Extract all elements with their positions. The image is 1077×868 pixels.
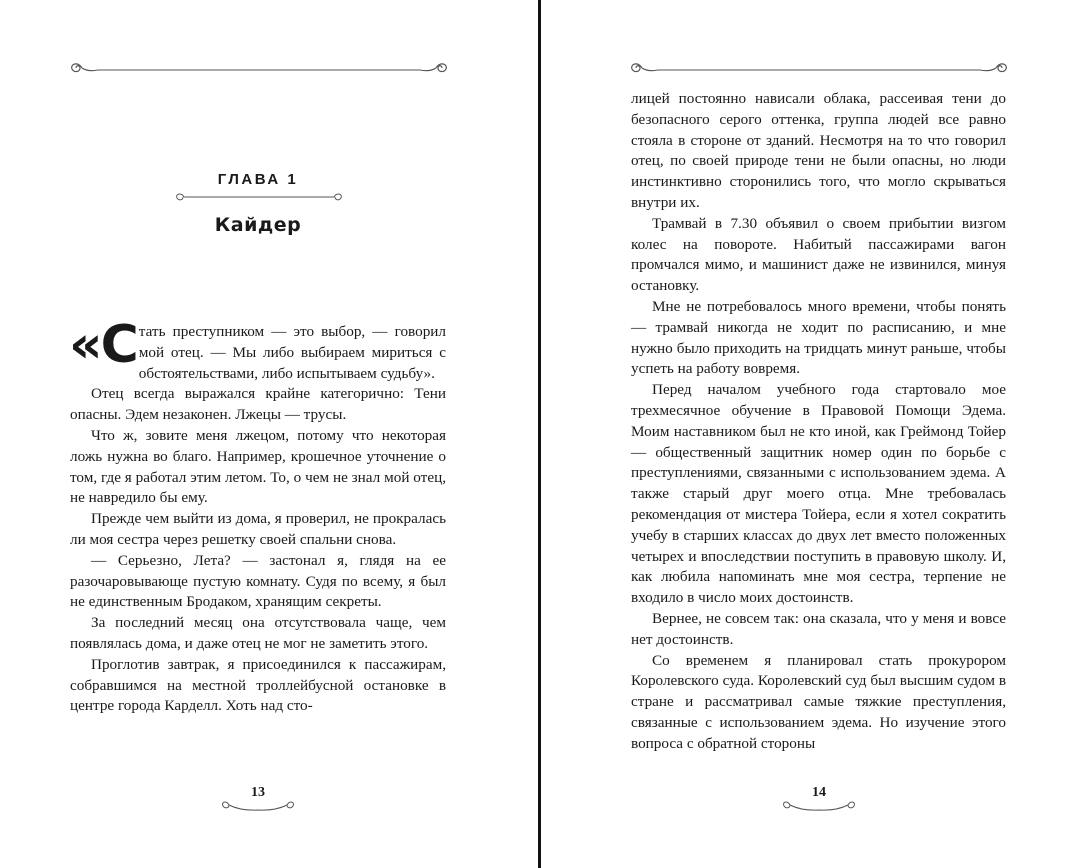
paragraph: За последний месяц она отсутствовала чаще, чем появлялась дома, и даже отец не мог не заметить этого. xyxy=(70,614,446,652)
chapter-title: Кайдер xyxy=(214,214,302,236)
paragraph: Прежде чем выйти из дома, я проверил, не прокралась ли моя сестра через решетку своей спальни снова. xyxy=(70,510,446,548)
page-number: 14 xyxy=(812,785,826,800)
paragraph: Отец всегда выражался крайне категорично: Тени опасны. Эдем незаконен. Лжецы — трусы. xyxy=(70,385,446,424)
page-number-flourish xyxy=(782,800,856,814)
paragraph: лицей постоянно нависали облака, рассеивая тени до безопасного серого оттенка, группа людей все равно стояла в стороне от зданий. Несмотря на то что говорил отец, по своей природе тени не были опасны, но люди инстинктивно сторонились того, что могло скрываться внутри их. xyxy=(631,90,1006,211)
flourish-ornament-icon xyxy=(68,58,450,78)
paragraph: Перед началом учебного года стартовало мое трехмесячное обучение в Правовой Помощи Эдема. Моим наставником был не кто иной, как Греймонд Тойер — общественный защитник номер один по борьбе с преступлениями, связанными с использованием эдема. А также старый друг моего отца. Мне требовалась рекомендация от мистера Тойера, если я хотел сократить учебу в старших классах до двух лет вместо положенных четырех и впоследствии поступить в правовую школу. И, как любила напоминать мне моя сестра, терпение не входило в число моих достоинств. xyxy=(631,381,1006,607)
paragraph: Трамвай в 7.30 объявил о своем прибытии визгом колес на повороте. Набитый пассажирами вагон промчался мимо, и машинист даже не извинился, минуя остановку. xyxy=(631,214,1006,295)
header-flourish-left xyxy=(68,58,450,78)
chapter-divider xyxy=(174,190,344,204)
page-number-flourish xyxy=(221,800,295,814)
paragraph: Проглотив завтрак, я присоединился к пассажирам, собравшимся на местной троллейбусной остановке в центре города Карделл. Хоть над сто- xyxy=(70,655,446,715)
folio-ornament-icon xyxy=(782,800,856,814)
paragraph: Вернее, не совсем так: она сказала, что у меня и вовсе нет достоинств. xyxy=(631,609,1006,648)
divider-ornament-icon xyxy=(174,190,344,204)
paragraph: Со временем я планировал стать прокурором Королевского суда. Королевский суд был высшим судом в стране и рассматривал самые тяжкие преступления, связанные с использованием эдема. Но изучение этого вопроса с обратной стороны xyxy=(631,651,1006,752)
drop-cap: «С xyxy=(69,315,137,375)
right-page-text xyxy=(631,89,1006,755)
header-flourish-right xyxy=(628,58,1010,78)
paragraph: — Серьезно, Лета? — застонал я, глядя на ее разочаровывающе пустую комнату. Судя по всему, я был не единственным Бродаком, хранящим секреты. xyxy=(70,551,446,611)
left-page xyxy=(0,0,538,868)
paragraph: «Стать преступником — это выбор, — говорил мой отец. — Мы либо выбираем мириться с обстоятельствами, либо испытываем судьбу». xyxy=(69,315,446,382)
folio-ornament-icon xyxy=(221,800,295,814)
left-page-text xyxy=(69,315,446,717)
paragraph: Что ж, зовите меня лжецом, потому что некоторая ложь нужна во благо. Например, крошечное уточнение о том, где я работал этим летом. То, о чем не знал мой отец, не навредило бы ему. xyxy=(70,426,446,507)
flourish-ornament-icon xyxy=(628,58,1010,78)
chapter-label: ГЛАВА 1 xyxy=(217,171,299,188)
page-number: 13 xyxy=(251,785,265,800)
paragraph: Мне не потребовалось много времени, чтобы понять — трамвай никогда не ходит по расписанию, и мне нужно было приходить на тридцать минут раньше, чтобы успеть на работу вовремя. xyxy=(631,297,1006,378)
